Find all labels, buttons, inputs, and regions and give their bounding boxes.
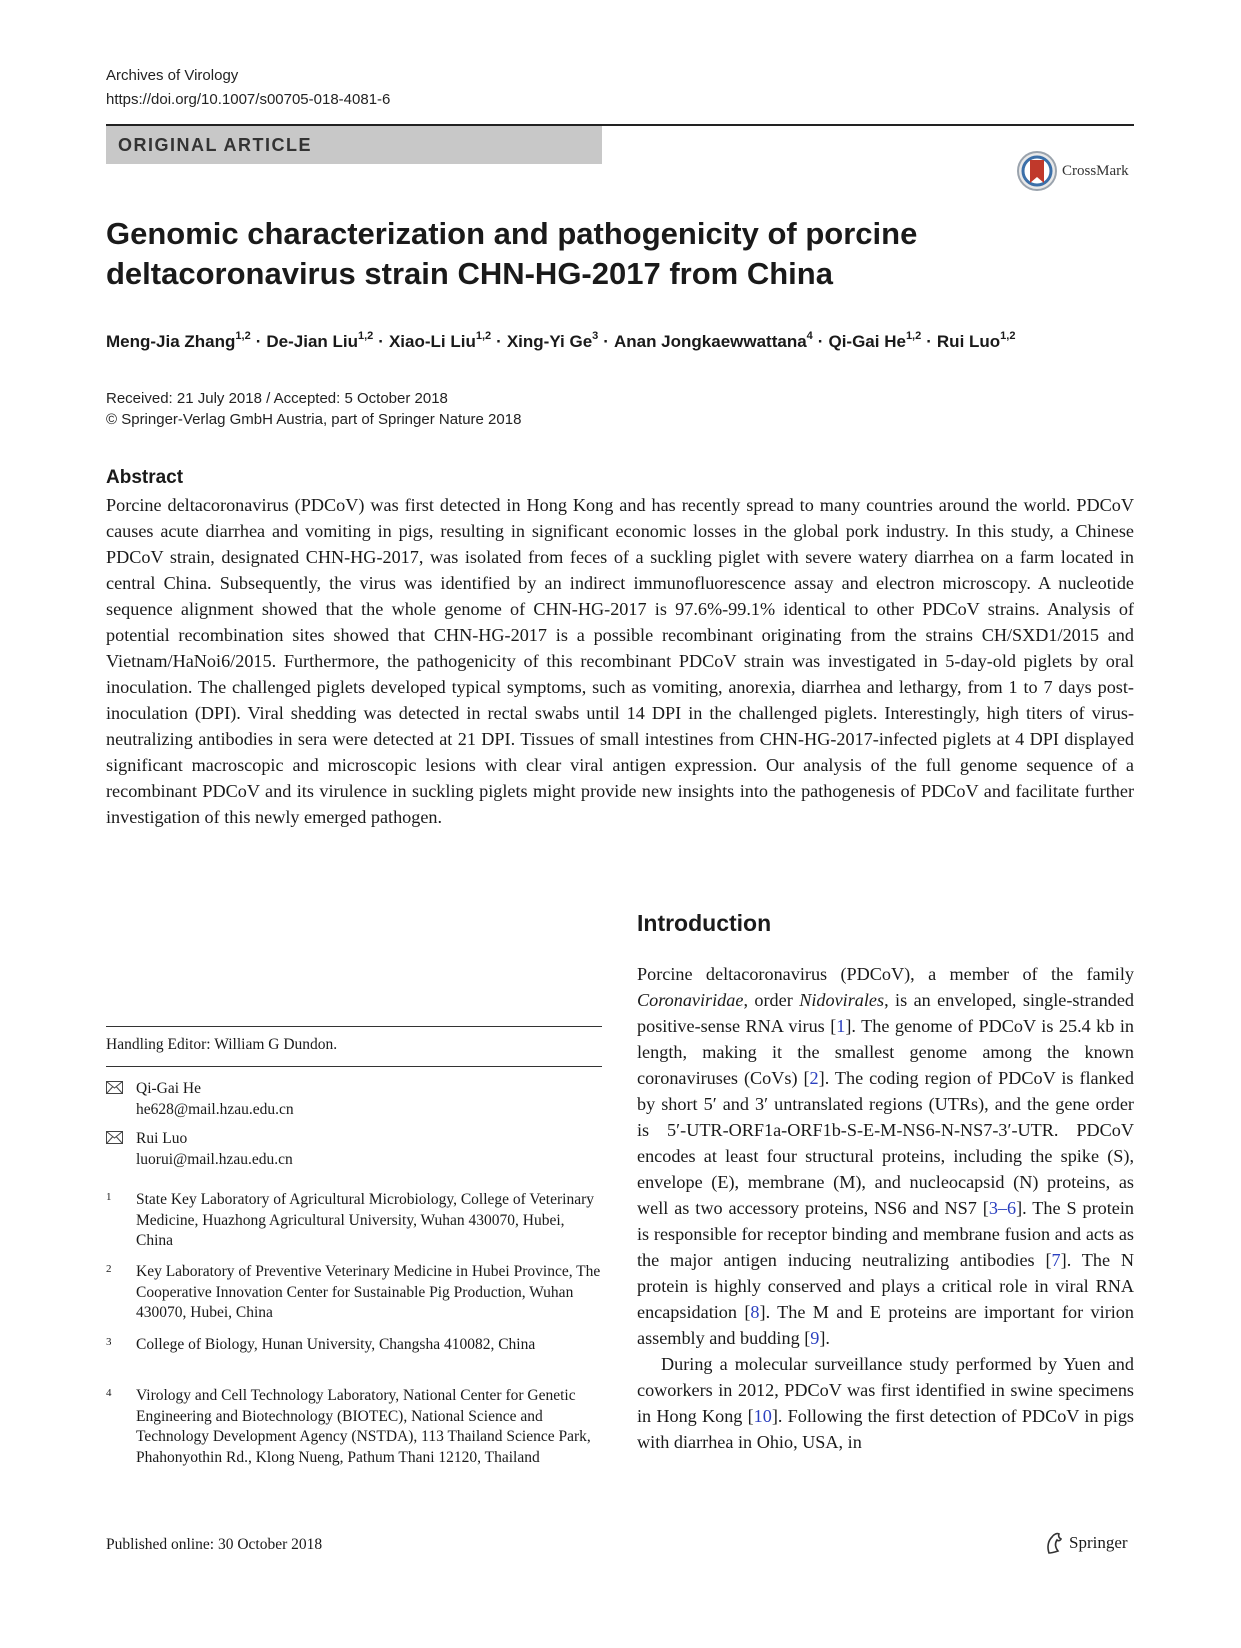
crossmark-icon [1016,150,1058,192]
received-accepted-dates: Received: 21 July 2018 / Accepted: 5 October 2018 [106,390,448,407]
abstract-heading: Abstract [106,467,184,488]
article-dates [106,388,521,430]
corresponding-author [106,1128,602,1170]
citation-link[interactable]: 10 [753,1406,772,1426]
footnote-rule [106,1066,602,1067]
publisher-name: Springer [1069,1533,1128,1552]
author[interactable] [937,332,1016,351]
corresponding-author [106,1078,602,1120]
contact-name: Qi-Gai He [136,1080,201,1097]
affiliation-3 [106,1335,602,1356]
crossmark-badge[interactable] [1016,148,1129,194]
envelope-icon [106,1081,123,1094]
envelope-icon [106,1131,123,1144]
citation-link[interactable]: 3–6 [988,1198,1017,1218]
author[interactable] [266,332,373,351]
introduction-paragraph-2: During a molecular surveillance study performed by Yuen and coworkers in 2012, PDCoV was first identified in swine specimens in Hong Kong [10]. Following the first detection of PDCoV in pigs with diarrhea in Ohio, USA, in [637,1354,1134,1452]
title-line-1: Genomic characterization and pathogenicity of porcine [106,216,918,251]
footnote-rule [106,1026,602,1027]
affiliation-number: 1 [106,1191,112,1203]
author-name: Xiao-Li Liu [388,331,476,351]
author-list [106,325,1146,354]
citation-link[interactable]: 7 [1051,1250,1061,1270]
abstract-text: Porcine deltacoronavirus (PDCoV) was first detected in Hong Kong and has recently spread to many countries around the world. PDCoV causes acute diarrhea and vomiting in pigs, resulting in significant economic losses in the global pork industry. In this study, a Chinese PDCoV strain, designated CHN-HG-2017, was isolated from feces of a suckling piglet with severe watery diarrhea on a farm located in central China. Subsequently, the virus was identified by an indirect immunofluorescence assay and electron microscopy. A nucleotide sequence alignment showed that the whole genome of CHN-HG-2017 is 97.6%-99.1% identical to other PDCoV strains. Analysis of potential recombination sites showed that CHN-HG-2017 is a possible recombinant originating from the strains CH/SXD1/2015 and Vietnam/HaNoi6/2015. Furthermore, the pathogenicity of this recombinant PDCoV strain was investigated in 5-day-old piglets by oral inoculation. The challenged piglets developed typical symptoms, such as vomiting, anorexia, diarrhea and lethargy, from 1 to 7 days post-inoculation (DPI). Viral shedding was detected in rectal swabs until 14 DPI in the challenged piglets. Interestingly, high titers of virus-neutralizing antibodies in sera were detected at 21 DPI. Tissues of small intestines from CHN-HG-2017-infected piglets at 4 DPI displayed significant macroscopic and microscopic lesions with clear viral antigen expression. Our analysis of the full genome sequence of a recombinant PDCoV and its virulence in suckling piglets might provide new insights into the pathogenesis of PDCoV and facilitate further investigation of this newly emerged pathogen. [106,495,1134,827]
published-date: Published online: 30 October 2018 [106,1536,323,1553]
citation-link[interactable]: 1 [836,1016,846,1036]
contact-email[interactable]: luorui@mail.hzau.edu.cn [136,1151,293,1168]
author-affiliation-marker: 1,2 [358,330,374,342]
citation-link[interactable]: 8 [750,1302,760,1322]
author-separator: · [603,331,609,351]
title-line-2: deltacoronavirus strain CHN-HG-2017 from China [106,256,833,291]
contact-email[interactable]: he628@mail.hzau.edu.cn [136,1101,294,1118]
author-separator: · [378,331,384,351]
author-affiliation-marker: 4 [806,330,813,342]
author[interactable] [828,332,921,351]
author-separator: · [496,331,502,351]
springer-horse-icon [1043,1531,1065,1555]
introduction-heading: Introduction [637,910,772,936]
doi-link[interactable]: https://doi.org/10.1007/s00705-018-4081-6 [106,91,391,108]
handling-editor: Handling Editor: William G Dundon. [106,1036,338,1053]
article-title [106,214,966,294]
author-affiliation-marker: 1,2 [905,330,922,342]
journal-name: Archives of Virology [106,67,239,84]
contact-name: Rui Luo [136,1130,188,1147]
crossmark-label: CrossMark [1062,162,1129,179]
affiliation-2 [106,1262,602,1324]
affiliation-text: State Key Laboratory of Agricultural Microbiology, College of Veterinary Medicine, Huazhong Agricultural University, Wuhan 430070, Hubei, China [136,1191,594,1249]
article-type-label: ORIGINAL ARTICLE [118,135,312,155]
author[interactable] [614,332,813,351]
affiliation-number: 4 [106,1387,112,1399]
author-affiliation-marker: 3 [592,330,599,342]
introduction-paragraph-1: Porcine deltacoronavirus (PDCoV), a member of the family Coronaviridae, order Nidovirales, is an enveloped, single-stranded positive-sense RNA virus [1]. The genome of PDCoV is 25.4 kb in length, making it the smallest genome among the known coronaviruses (CoVs) [2]. The coding region of PDCoV is flanked by short 5′ and 3′ untranslated regions (UTRs), and the gene order is 5′-UTR-ORF1a-ORF1b-S-E-M-NS6-N-NS7-3′-UTR. PDCoV encodes at least four structural proteins, including the spike (S), envelope (E), membrane (M), and nucleocapsid (N) proteins, as well as two accessory proteins, NS6 and NS7 [3–6]. The S protein is responsible for receptor binding and membrane fusion and acts as the major antigen inducing neutralizing antibodies [7]. The N protein is highly conserved and plays a critical role in viral RNA encapsidation [8]. The M and E proteins are important for virion assembly and budding [9]. [637,964,1135,1348]
publisher-logo[interactable] [1043,1531,1128,1555]
copyright-notice: © Springer-Verlag GmbH Austria, part of Springer Nature 2018 [106,411,522,428]
citation-link[interactable]: 2 [809,1068,819,1088]
author-affiliation-marker: 1,2 [475,330,492,342]
author[interactable] [507,332,598,351]
author-separator: · [817,331,824,351]
author-name: De-Jian Liu [266,331,358,351]
journal-header [106,64,390,112]
affiliation-number: 2 [106,1263,112,1275]
affiliation-1 [106,1190,602,1252]
author-name: Qi-Gai He [828,331,906,351]
author-separator: · [255,331,262,351]
author-name: Rui Luo [936,331,1001,351]
author-affiliation-marker: 1,2 [235,330,251,342]
author-name: Meng-Jia Zhang [106,331,236,351]
author[interactable] [106,332,251,351]
introduction-text [637,961,1134,1455]
author-name: Xing-Yi Ge [506,331,593,351]
author[interactable] [389,332,491,351]
affiliation-text: Virology and Cell Technology Laboratory, National Center for Genetic Engineering and Biotechnology (BIOTEC), National Science and Technology Development Agency (NSTDA), 113 Thailand Science Park, Phahonyothin Rd., Klong Nueng, Pathum Thani 12120, Thailand [136,1387,591,1466]
affiliation-text: College of Biology, Hunan University, Changsha 410082, China [136,1336,536,1353]
author-name: Anan Jongkaewwattana [613,331,807,351]
citation-link[interactable]: 9 [810,1328,820,1348]
author-separator: · [926,331,932,351]
author-affiliation-marker: 1,2 [1000,330,1016,342]
affiliation-number: 3 [106,1336,112,1348]
affiliation-text: Key Laboratory of Preventive Veterinary Medicine in Hubei Province, The Cooperative Innovation Center for Sustainable Pig Production, Wuhan 430070, Hubei, China [136,1263,601,1321]
affiliation-4 [106,1386,602,1468]
